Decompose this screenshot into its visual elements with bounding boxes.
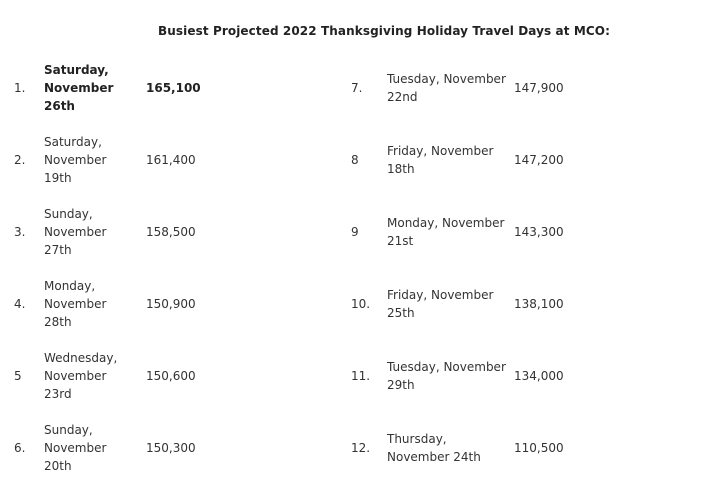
passenger-count-text: 150,300 <box>146 441 196 455</box>
table-row <box>0 412 707 484</box>
travel-day-line: Saturday, <box>44 63 109 77</box>
rank-number <box>0 196 44 268</box>
travel-day-line: 29th <box>387 378 415 392</box>
rank-number <box>351 196 387 268</box>
travel-day-line: 22nd <box>387 90 418 104</box>
table-row <box>0 340 707 412</box>
travel-day-line: Monday, November <box>387 216 505 230</box>
travel-day <box>387 52 514 124</box>
rank-number <box>0 124 44 196</box>
passenger-count-text: 150,600 <box>146 369 196 383</box>
rank-number <box>0 52 44 124</box>
travel-day-line: Friday, November <box>387 288 494 302</box>
passenger-count <box>514 340 707 412</box>
rank-number-text: 5 <box>14 369 22 383</box>
travel-day <box>44 196 146 268</box>
rank-number <box>0 412 44 484</box>
passenger-count <box>514 196 707 268</box>
travel-day-line: 23rd <box>44 387 72 401</box>
travel-day <box>387 268 514 340</box>
passenger-count-text: 138,100 <box>514 297 564 311</box>
travel-day-line: 20th <box>44 459 72 473</box>
rank-number-text: 9 <box>351 225 359 239</box>
passenger-count-text: 161,400 <box>146 153 196 167</box>
travel-day-line: November <box>44 81 114 95</box>
rank-number <box>0 340 44 412</box>
travel-day-line: Friday, November <box>387 144 494 158</box>
travel-day <box>387 124 514 196</box>
rank-number-text: 1. <box>14 81 26 95</box>
travel-day-line: Sunday, <box>44 207 93 221</box>
passenger-count <box>146 196 351 268</box>
travel-day <box>387 412 514 484</box>
travel-day <box>44 52 146 124</box>
rank-number <box>351 340 387 412</box>
passenger-count-text: 150,900 <box>146 297 196 311</box>
passenger-count-text: 147,900 <box>514 81 564 95</box>
passenger-count-text: 158,500 <box>146 225 196 239</box>
travel-day-line: November <box>44 441 107 455</box>
travel-day-line: 25th <box>387 306 415 320</box>
rank-number-text: 6. <box>14 441 26 455</box>
rank-number-text: 7. <box>351 81 363 95</box>
travel-day-line: Wednesday, <box>44 351 118 365</box>
rank-number-text: 11. <box>351 369 371 383</box>
travel-day <box>387 340 514 412</box>
passenger-count <box>514 124 707 196</box>
travel-day-line: November <box>44 297 107 311</box>
travel-day-line: 21st <box>387 234 414 248</box>
travel-days-table <box>0 52 707 484</box>
rank-number <box>351 124 387 196</box>
travel-day-line: 27th <box>44 243 72 257</box>
rank-number <box>351 52 387 124</box>
table-row <box>0 196 707 268</box>
travel-day-line: November <box>44 369 107 383</box>
table-row <box>0 124 707 196</box>
passenger-count <box>514 268 707 340</box>
travel-day <box>44 124 146 196</box>
rank-number-text: 4. <box>14 297 26 311</box>
passenger-count-text: 143,300 <box>514 225 564 239</box>
rank-number <box>351 412 387 484</box>
travel-day-line: Tuesday, November <box>387 360 506 374</box>
rank-number-text: 10. <box>351 297 371 311</box>
travel-day <box>44 268 146 340</box>
travel-day-line: 19th <box>44 171 72 185</box>
passenger-count-text: 110,500 <box>514 441 564 455</box>
passenger-count-text: 147,200 <box>514 153 564 167</box>
travel-day <box>44 340 146 412</box>
passenger-count <box>146 340 351 412</box>
travel-day-line: Thursday, <box>387 432 447 446</box>
passenger-count <box>146 52 351 124</box>
passenger-count <box>146 412 351 484</box>
travel-day-line: November 24th <box>387 450 481 464</box>
table-row <box>0 268 707 340</box>
travel-day-line: Tuesday, November <box>387 72 506 86</box>
travel-day <box>387 196 514 268</box>
rank-number-text: 3. <box>14 225 26 239</box>
passenger-count <box>146 268 351 340</box>
travel-day <box>44 412 146 484</box>
rank-number-text: 2. <box>14 153 26 167</box>
rank-number-text: 12. <box>351 441 371 455</box>
travel-day-line: November <box>44 225 107 239</box>
rank-number <box>351 268 387 340</box>
rank-number <box>0 268 44 340</box>
travel-day-line: 26th <box>44 99 75 113</box>
passenger-count <box>514 52 707 124</box>
passenger-count-text: 134,000 <box>514 369 564 383</box>
travel-day-line: Sunday, <box>44 423 93 437</box>
passenger-count-text: 165,100 <box>146 81 201 95</box>
passenger-count <box>146 124 351 196</box>
passenger-count <box>514 412 707 484</box>
rank-number-text: 8 <box>351 153 359 167</box>
travel-day-line: Monday, <box>44 279 96 293</box>
travel-day-line: 18th <box>387 162 415 176</box>
travel-day-line: November <box>44 153 107 167</box>
page-title: Busiest Projected 2022 Thanksgiving Holiday Travel Days at MCO: <box>158 24 610 38</box>
travel-day-line: Saturday, <box>44 135 102 149</box>
travel-day-line: 28th <box>44 315 72 329</box>
table-row <box>0 52 707 124</box>
